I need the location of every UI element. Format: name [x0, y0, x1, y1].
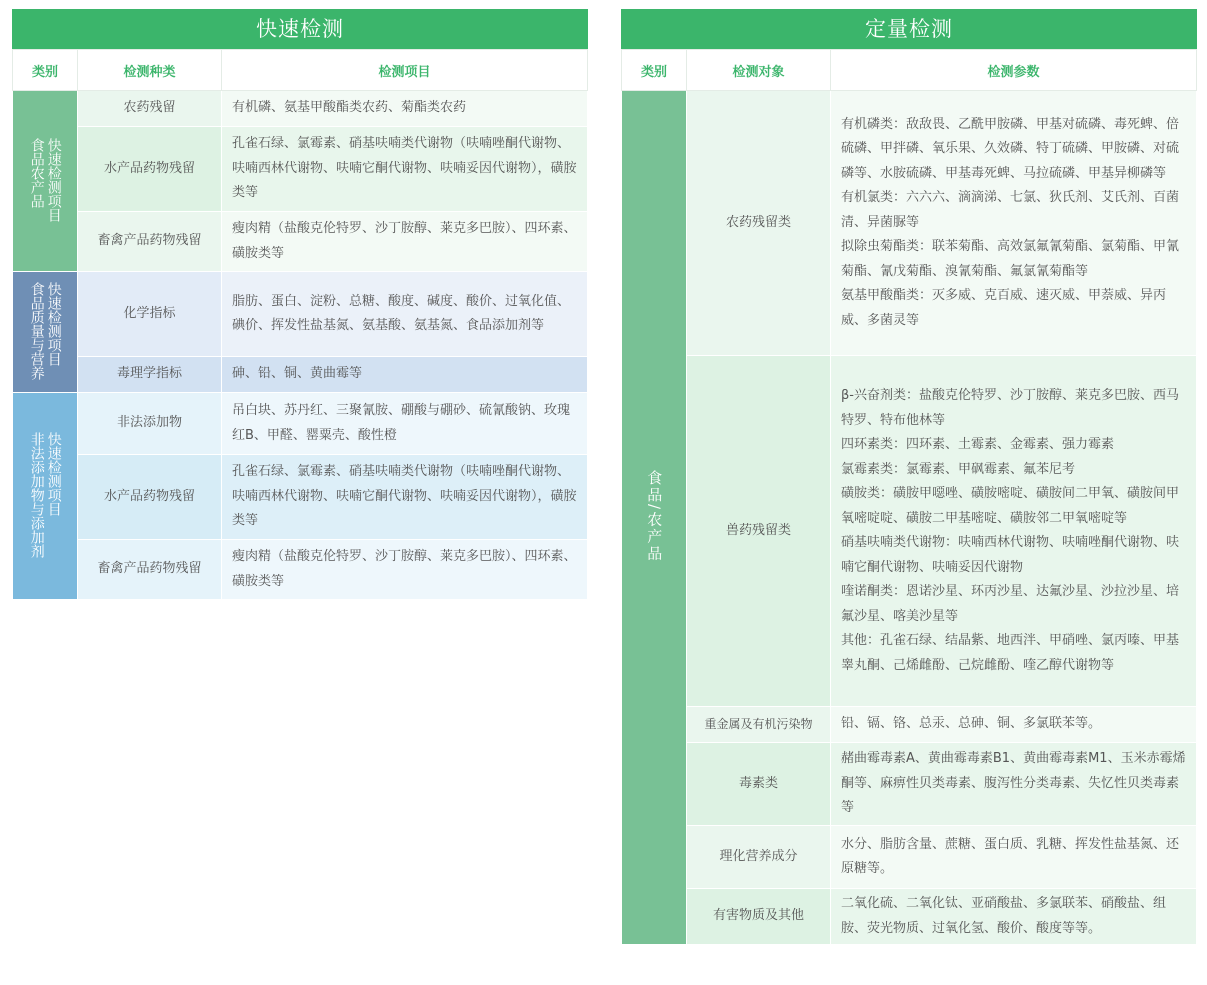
- type-cell: 畜禽产品药物残留: [78, 212, 222, 272]
- type-cell: 农药残留: [78, 91, 222, 127]
- rapid-testing-title: 快速检测: [12, 9, 588, 49]
- param-line: β-兴奋剂类：盐酸克伦特罗、沙丁胺醇、莱克多巴胺、西马特罗、特布他林等: [841, 388, 1179, 428]
- category-cell: [13, 393, 78, 600]
- table-row: [13, 393, 588, 455]
- category-label: 食品/农产品: [645, 469, 664, 563]
- group-food-quality: [13, 272, 588, 393]
- params-cell: 赭曲霉毒素A、黄曲霉毒素B1、黄曲霉毒素M1、玉米赤霉烯酮等、麻痹性贝类毒素、腹泻性分类毒素、失忆性贝类毒素等: [831, 743, 1197, 826]
- header-params: 检测参数: [831, 50, 1197, 91]
- table-row: [13, 272, 588, 357]
- quantitative-testing-table: [621, 49, 1197, 945]
- object-cell: 理化营养成分: [687, 826, 831, 889]
- category-cell: [622, 91, 687, 945]
- type-cell: 水产品药物残留: [78, 127, 222, 212]
- param-line: 氯霉素类：氯霉素、甲砜霉素、氟苯尼考: [841, 461, 1076, 477]
- quantitative-testing-panel: [621, 9, 1197, 945]
- group-illegal-additives: [13, 393, 588, 600]
- table-row: [622, 707, 1197, 743]
- table-row: [622, 91, 1197, 356]
- type-cell: 畜禽产品药物残留: [78, 540, 222, 600]
- param-line: 其他：孔雀石绿、结晶紫、地西泮、甲硝唑、氯丙嗪、甲基睾丸酮、己烯雌酚、己烷雌酚、喹乙醇代谢物等: [841, 633, 1180, 673]
- category-label: 快速检测项目 食品农产品: [28, 137, 62, 222]
- params-cell: 铅、镉、铬、总汞、总砷、铜、多氯联苯等。: [831, 707, 1197, 743]
- table-row: [622, 826, 1197, 889]
- items-cell: 孔雀石绿、氯霉素、硝基呋喃类代谢物（呋喃唑酮代谢物、呋喃西林代谢物、呋喃它酮代谢物、呋喃妥因代谢物），磺胺类等: [222, 127, 588, 212]
- param-line: 四环素类：四环素、土霉素、金霉素、强力霉素: [841, 437, 1115, 452]
- params-cell: [831, 91, 1197, 356]
- type-cell: 非法添加物: [78, 393, 222, 455]
- items-cell: 瘦肉精（盐酸克伦特罗、沙丁胺醇、莱克多巴胺）、四环素、磺胺类等: [222, 212, 588, 272]
- param-line: 拟除虫菊酯类：联苯菊酯、高效氯氟氰菊酯、氯菊酯、甲氰菊酯、氰戊菊酯、溴氰菊酯、氟氯氰菊酯等: [841, 239, 1180, 279]
- param-line: 有机磷类：敌敌畏、乙酰甲胺磷、甲基对硫磷、毒死蜱、倍硫磷、甲拌磷、氧乐果、久效磷、特丁硫磷、甲胺磷、对硫磷等、水胺硫磷、甲基毒死蜱、马拉硫磷、甲基异柳磷等: [841, 116, 1180, 181]
- table-row: [13, 357, 588, 393]
- object-cell: 农药残留类: [687, 91, 831, 356]
- category-label: 快速检测项目 食品质量与营养: [28, 281, 62, 380]
- object-cell: 有害物质及其他: [687, 889, 831, 945]
- category-cell: [13, 272, 78, 393]
- group-food-agri: [13, 91, 588, 272]
- object-cell: 兽药残留类: [687, 356, 831, 707]
- header-type: 检测种类: [78, 50, 222, 91]
- items-cell: 有机磷、氨基甲酸酯类农药、菊酯类农药: [222, 91, 588, 127]
- params-cell: 二氧化硫、二氧化钛、亚硝酸盐、多氯联苯、硝酸盐、组胺、荧光物质、过氧化氢、酸价、酸度等等。: [831, 889, 1197, 945]
- type-cell: 毒理学指标: [78, 357, 222, 393]
- param-line: 磺胺类：磺胺甲噁唑、磺胺嘧啶、磺胺间二甲氧、磺胺间甲氧嘧啶啶、磺胺二甲基嘧啶、磺胺邻二甲氧嘧啶等: [841, 486, 1180, 526]
- table-header-row: [13, 50, 588, 91]
- params-cell: 水分、脂肪含量、蔗糖、蛋白质、乳糖、挥发性盐基氮、还原糖等。: [831, 826, 1197, 889]
- header-items: 检测项目: [222, 50, 588, 91]
- table-row: [13, 212, 588, 272]
- param-line: 有机氯类：六六六、滴滴涕、七氯、狄氏剂、艾氏剂、百菌清、异菌脲等: [841, 190, 1180, 230]
- param-line: 氨基甲酸酯类：灭多威、克百威、速灭威、甲萘威、异丙威、多菌灵等: [841, 288, 1167, 328]
- table-row: [622, 743, 1197, 826]
- table-row: [622, 356, 1197, 707]
- header-object: 检测对象: [687, 50, 831, 91]
- table-row: [13, 455, 588, 540]
- category-label: 快速检测项目 非法添加物与添加剂: [28, 431, 62, 558]
- category-cell: [13, 91, 78, 272]
- type-cell: 水产品药物残留: [78, 455, 222, 540]
- object-cell: 重金属及有机污染物: [687, 707, 831, 743]
- rapid-testing-panel: [12, 9, 588, 600]
- type-cell: 化学指标: [78, 272, 222, 357]
- items-cell: 砷、铅、铜、黄曲霉等: [222, 357, 588, 393]
- header-category: 类别: [622, 50, 687, 91]
- header-category: 类别: [13, 50, 78, 91]
- params-cell: [831, 356, 1197, 707]
- group-food-agri-products: [622, 91, 1197, 945]
- table-row: [622, 889, 1197, 945]
- param-line: 硝基呋喃类代谢物：呋喃西林代谢物、呋喃唑酮代谢物、呋喃它酮代谢物、呋喃妥因代谢物: [841, 535, 1180, 575]
- table-header-row: [622, 50, 1197, 91]
- param-line: 喹诺酮类：恩诺沙星、环丙沙星、达氟沙星、沙拉沙星、培氟沙星、喀美沙星等: [841, 584, 1180, 624]
- object-cell: 毒素类: [687, 743, 831, 826]
- items-cell: 脂肪、蛋白、淀粉、总糖、酸度、碱度、酸价、过氧化值、碘价、挥发性盐基氮、氨基酸、氨基氮、食品添加剂等: [222, 272, 588, 357]
- table-row: [13, 540, 588, 600]
- table-row: [13, 91, 588, 127]
- items-cell: 孔雀石绿、氯霉素、硝基呋喃类代谢物（呋喃唑酮代谢物、呋喃西林代谢物、呋喃它酮代谢物、呋喃妥因代谢物），磺胺类等: [222, 455, 588, 540]
- rapid-testing-table: [12, 49, 588, 600]
- items-cell: 吊白块、苏丹红、三聚氰胺、硼酸与硼砂、硫氰酸钠、玫瑰红B、甲醛、罂粟壳、酸性橙: [222, 393, 588, 455]
- table-row: [13, 127, 588, 212]
- items-cell: 瘦肉精（盐酸克伦特罗、沙丁胺醇、莱克多巴胺）、四环素、磺胺类等: [222, 540, 588, 600]
- quantitative-testing-title: 定量检测: [621, 9, 1197, 49]
